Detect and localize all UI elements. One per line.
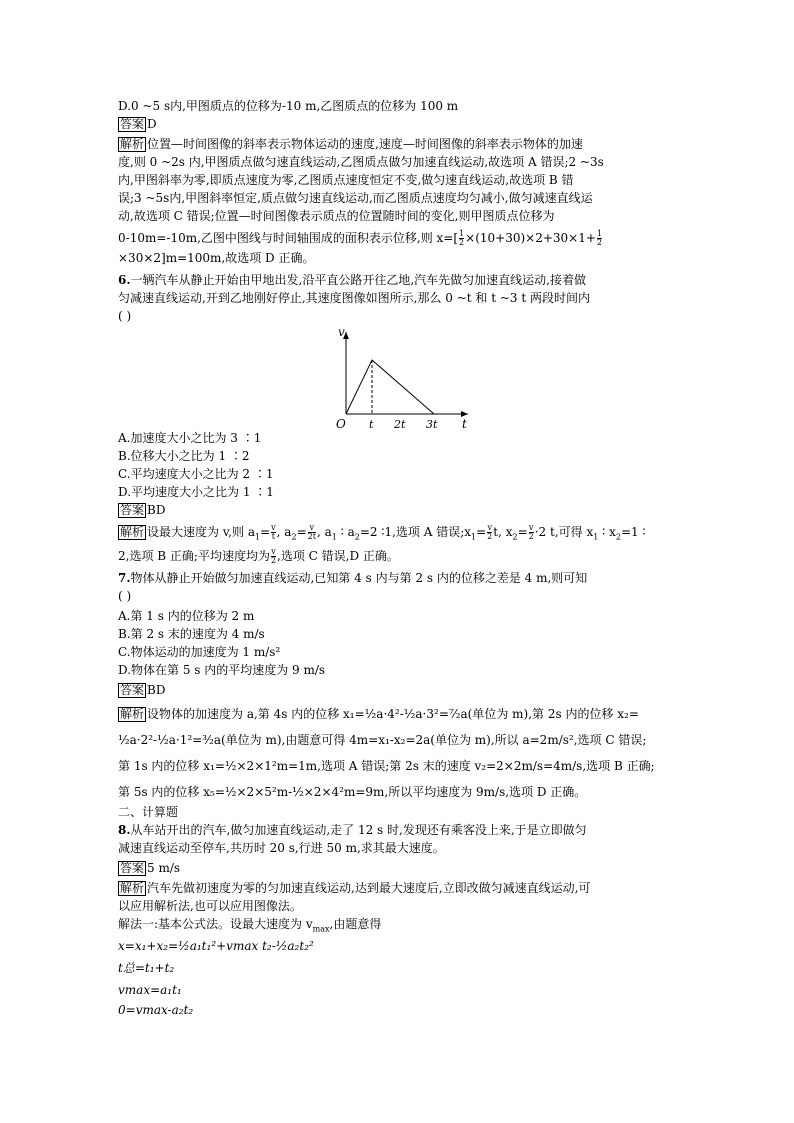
answer-tag: 答案 <box>120 117 145 131</box>
explanation-8-line2: 以应用解析法,也可以应用图像法。 <box>118 899 302 913</box>
explanation-8-line1 <box>118 880 590 896</box>
x-axis-label: t <box>462 417 467 431</box>
option-7c: C.物体运动的加速度为 1 m/s² <box>118 645 281 659</box>
y-axis-label: v <box>338 325 345 339</box>
answer-tag: 答案 <box>120 683 145 697</box>
explanation-6-line1: 解析 设最大速度为 v,则 $a_1=$ $\frac{v}{t}$ , $a_2=$ $\frac{v}{2t}$ , $a_1$ ∶ $a_2=2$ ∶1,选项 A 错误$;x_1=$ $\frac{v}{2}$ t, $x_2=$ $\frac{v}{2}$ ·2 t,可得 $x_1$ ∶ $x_2=1$ ∶ <box>120 523 646 542</box>
explanation-tag: 解析 <box>120 881 145 895</box>
text: 从车站开出的汽车,做匀加速直线运动,走了 12 s 时,发现还有乘客没上来,于是立即做匀 <box>130 823 587 837</box>
question-8-line1 <box>118 822 587 838</box>
explanation-8-line3: 解法一:基本公式法。设最大速度为 $v_{max}$,由题意得 <box>118 917 382 934</box>
answer-value: BD <box>147 503 166 517</box>
question-7-line1 <box>118 570 587 586</box>
velocity-line <box>346 360 434 414</box>
text: 解法一:基本公式法。设最大速度为 v <box>118 917 313 931</box>
option-6b: B.位移大小之比为 1 ∶2 <box>118 449 250 463</box>
text: 一辆汽车从静止开始由甲地出发,沿平直公路开往乙地,汽车先做匀加速直线运动,接着做 <box>130 273 586 287</box>
explanation-5-line4: 误;3 ~5s内,甲图斜率恒定,质点做匀速直线运动,而乙图质点速度均匀减小,做匀减速直线运 <box>118 191 593 205</box>
text: 设最大速度为 v,则 a <box>147 525 255 539</box>
text: ,由题意得 <box>329 917 382 931</box>
option-7d: D.物体在第 5 s 内的平均速度为 9 m/s <box>118 663 326 677</box>
origin-label: O <box>336 417 346 431</box>
formula-1: x=x₁+x₂=½a₁t₁²+vmax t₂-½a₂t₂² <box>118 939 314 953</box>
answer-value: D <box>147 117 157 131</box>
explanation-tag: 解析 <box>120 707 145 721</box>
answer-value: BD <box>147 683 166 697</box>
question-number: 6. <box>118 273 131 287</box>
section-heading: 二、计算题 <box>118 805 179 819</box>
text: 物体从静止开始做匀加速直线运动,已知第 4 s 内与第 2 s 内的位移之差是 4 m,则可知 <box>130 571 588 585</box>
explanation-5-line6 <box>118 230 603 247</box>
option-6d: D.平均速度大小之比为 1 ∶1 <box>118 485 274 499</box>
velocity-time-graph <box>328 322 478 432</box>
tick-2t: 2t <box>394 418 406 431</box>
text: 设物体的加速度为 a,第 4s 内的位移 x₁=½a·4²-½a·3²=⁷⁄₂a(单位为 m),第 2s 内的位移 x₂= <box>147 707 639 721</box>
option-6c: C.平均速度大小之比为 2 ∶1 <box>118 467 274 481</box>
question-6-line2: 匀减速直线运动,开到乙地刚好停止,其速度图像如图所示,那么 0 ~t 和 t ~3 t 两段时间内 <box>118 291 590 305</box>
text: 2,选项 B 正确;平均速度均为 <box>118 549 270 563</box>
text: 汽车先做初速度为零的匀加速直线运动,达到最大速度后,立即改做匀减速直线运动,可 <box>147 881 591 895</box>
text: ,选项 C 错误,D 正确。 <box>277 549 399 563</box>
question-6-line1 <box>118 272 586 288</box>
explanation-5-line5: 动,故选项 C 错误;位置—时间图像表示质点的位置随时间的变化,则甲图质点位移为 <box>118 209 555 223</box>
fraction: $\frac{1}{2}$ <box>596 229 603 247</box>
text: ,可得 x <box>554 525 594 539</box>
question-6-line3: ( ) <box>118 309 132 323</box>
explanation-5-line1 <box>118 136 583 152</box>
tick-t: t <box>369 418 374 431</box>
answer-tag: 答案 <box>120 503 145 517</box>
option-7b: B.第 2 s 末的速度为 4 m/s <box>118 627 265 641</box>
question-number: 8. <box>118 823 131 837</box>
answer-tag: 答案 <box>120 861 145 875</box>
explanation-7-line3: 第 1s 内的位移 x₁=½×2×1²m=1m,选项 A 错误;第 2s 末的速度 v₂=2×2m/s=4m/s,选项 B 正确; <box>118 759 655 773</box>
question-7-line2: ( ) <box>118 589 132 603</box>
text: ×(10+30)×2+30×1+ <box>465 231 596 245</box>
answer-7 <box>118 682 165 698</box>
explanation-5-line2: 度,则 0 ~2s 内,甲图质点做匀速直线运动,乙图质点做匀加速直线运动,故选项 A 错误;2 ~3s <box>118 155 604 169</box>
explanation-tag: 解析 <box>120 137 145 151</box>
formula-2: t总=t₁+t₂ <box>118 961 175 975</box>
formula-4: 0=vmax-a₂t₂ <box>118 1003 194 1017</box>
answer-5 <box>118 116 157 132</box>
explanation-5-line3: 内,甲图斜率为零,即质点速度为零,乙图质点速度恒定不变,做匀速直线运动,故选项 B 错 <box>118 173 574 187</box>
explanation-6-line2: 2,选项 B 正确;平均速度均为 $\frac{v}{2}$ ,选项 C 错误,D 正确。 <box>118 547 399 565</box>
option-7a: A.第 1 s 内的位移为 2 m <box>118 609 255 623</box>
explanation-7-line2: ½a·2²-½a·1²=³⁄₂a(单位为 m),由题意可得 4m=x₁-x₂=2a(单位为 m),所以 a=2m/s²,选项 C 错误; <box>118 733 647 747</box>
text: 0-10m=-10m,乙图中图线与时间轴围成的面积表示位移,则 x=[ <box>118 231 459 245</box>
answer-6 <box>118 502 165 518</box>
answer-value: 5 m/s <box>147 861 181 875</box>
explanation-tag: 解析 <box>120 525 145 539</box>
answer-8 <box>118 860 180 876</box>
text: ,选项 A 错误;x <box>392 525 472 539</box>
text: 位置—时间图像的斜率表示物体运动的速度,速度—时间图像的斜率表示物体的加速 <box>147 137 583 151</box>
tick-3t: 3t <box>426 418 438 431</box>
option-6a: A.加速度大小之比为 3 ∶1 <box>118 431 262 445</box>
explanation-7-line4: 第 5s 内的位移 x₅=½×2×5²m-½×2×4²m=9m,所以平均速度为 9m/s,选项 D 正确。 <box>118 785 587 799</box>
explanation-7-line1 <box>118 706 639 722</box>
question-number: 7. <box>118 571 131 585</box>
question-8-line2: 减速直线运动至停车,共历时 20 s,行进 50 m,求其最大速度。 <box>118 841 445 855</box>
fraction: $\frac{1}{2}$ <box>459 229 465 247</box>
option-d-line: D.0 ~5 s内,甲图质点的位移为-10 m,乙图质点的位移为 100 m <box>118 99 459 113</box>
formula-3: vmax=a₁t₁ <box>118 983 182 997</box>
explanation-5-line7: ×30×2]m=100m,故选项 D 正确。 <box>118 251 315 265</box>
